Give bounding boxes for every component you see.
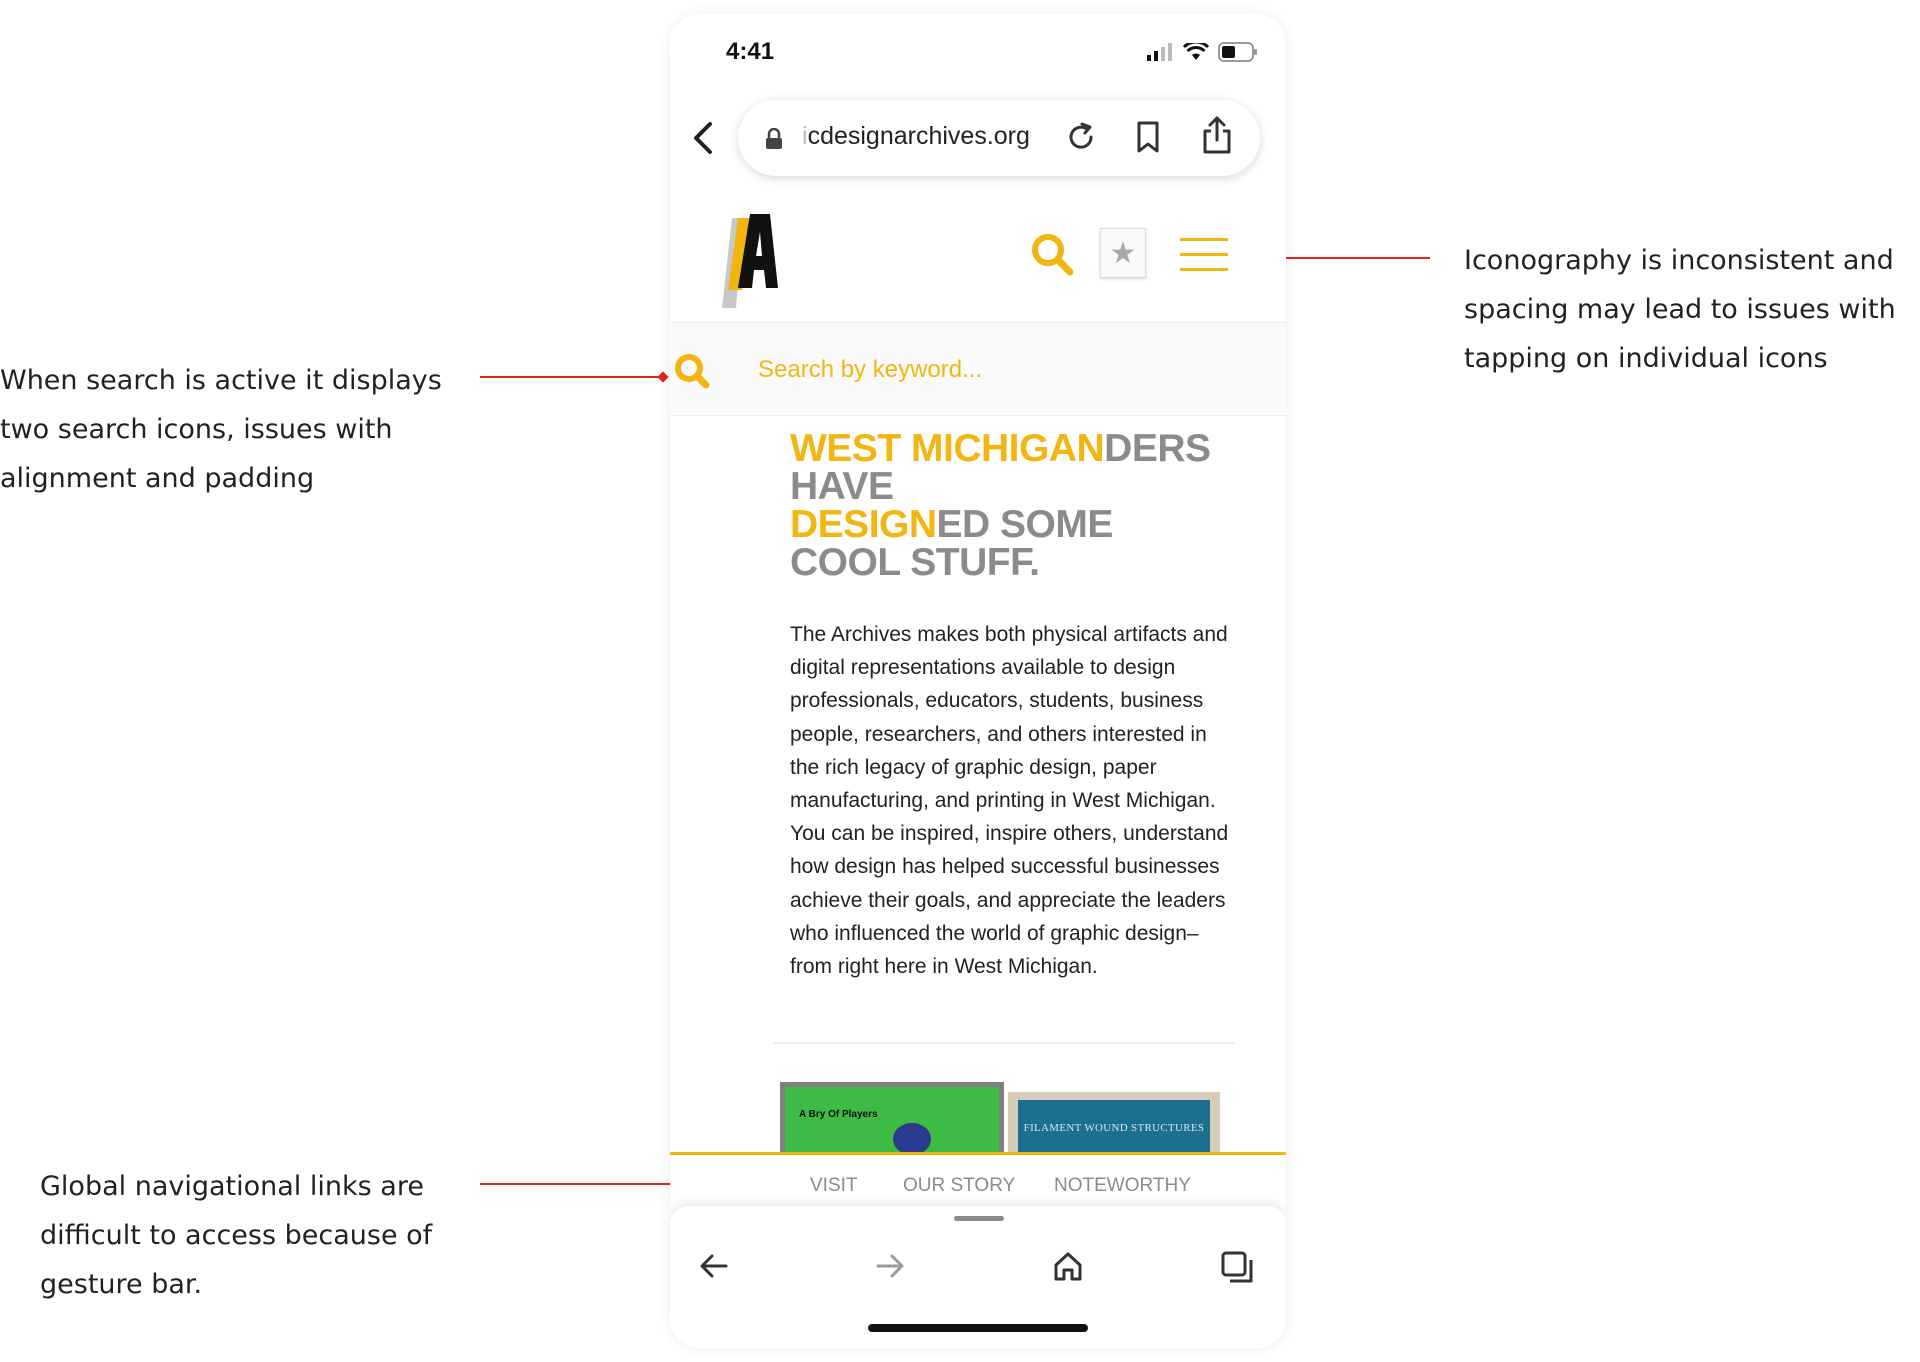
annotation-line-3: alignment and padding bbox=[0, 463, 315, 494]
back-chevron-icon[interactable] bbox=[688, 118, 720, 158]
annotation-search-pointer-dot bbox=[657, 371, 668, 382]
annotation-icons-pointer bbox=[1262, 257, 1430, 259]
headline-part: DESIGN bbox=[790, 503, 937, 546]
annotation-search-pointer bbox=[480, 376, 666, 378]
home-icon[interactable] bbox=[1052, 1250, 1084, 1282]
annotation-search bbox=[0, 356, 442, 503]
annotation-line-1: Global navigational links are bbox=[40, 1171, 424, 1202]
annotation-line-3: gesture bar. bbox=[40, 1269, 203, 1300]
annotation-line-1: When search is active it displays bbox=[0, 365, 442, 396]
wifi-icon bbox=[1183, 43, 1209, 61]
annotation-line-3: tapping on individual icons bbox=[1464, 343, 1828, 374]
headline-part: WEST MICHIGAN bbox=[790, 427, 1105, 470]
nav-link-visit[interactable]: VISIT bbox=[810, 1175, 858, 1196]
thumbnail-title: A Bry Of Players bbox=[799, 1109, 878, 1120]
global-nav bbox=[670, 1155, 1286, 1213]
address-bar[interactable] bbox=[738, 100, 1260, 176]
url-text[interactable] bbox=[802, 122, 1030, 151]
reload-icon[interactable] bbox=[1064, 120, 1098, 154]
hamburger-menu-icon[interactable] bbox=[1180, 238, 1228, 272]
annotation-line-2: difficult to access because of bbox=[40, 1220, 433, 1251]
bookmark-icon[interactable] bbox=[1134, 120, 1162, 154]
drag-handle[interactable] bbox=[954, 1216, 1004, 1221]
nav-link-noteworthy[interactable]: NOTEWORTHY bbox=[1054, 1175, 1191, 1196]
page-headline bbox=[790, 427, 1250, 584]
browser-toolbar bbox=[670, 1206, 1286, 1348]
headline-part: COOL STUFF. bbox=[790, 541, 1040, 584]
annotation-line-2: two search icons, issues with bbox=[0, 414, 393, 445]
search-input[interactable] bbox=[756, 351, 1200, 389]
phone-screen bbox=[670, 14, 1286, 1348]
headline-part: DERS bbox=[1104, 427, 1211, 470]
url-host: cdesignarchives.org bbox=[807, 122, 1030, 150]
search-icon[interactable] bbox=[672, 351, 712, 391]
annotation-line-2: spacing may lead to issues with bbox=[1464, 294, 1896, 325]
url-prefix: i bbox=[802, 122, 808, 150]
star-icon[interactable]: ★ bbox=[1100, 228, 1146, 278]
tabs-icon[interactable] bbox=[1220, 1250, 1256, 1286]
artifact-thumbnail[interactable] bbox=[780, 1082, 1004, 1157]
signal-icon bbox=[1146, 43, 1174, 61]
battery-icon bbox=[1218, 42, 1258, 62]
status-time: 4:41 bbox=[726, 38, 775, 65]
forward-arrow-icon[interactable] bbox=[874, 1250, 906, 1282]
back-arrow-icon[interactable] bbox=[698, 1250, 730, 1282]
search-icon[interactable] bbox=[1030, 232, 1074, 276]
share-icon[interactable] bbox=[1200, 114, 1234, 156]
headline-part: ED SOME bbox=[936, 503, 1113, 546]
intro-paragraph: The Archives makes both physical artifacts and digital representations available to design professionals, educators, students, business people, researchers, and others interested in the rich legacy of graphic design, paper manufacturing, and printing in West Michigan. You can be inspired, inspire others, understand how design has helped successful businesses achieve their goals, and appreciate the leaders who influenced the world of graphic design– from right here in West Michigan. bbox=[790, 623, 1229, 979]
search-bar bbox=[670, 322, 1286, 416]
status-icons bbox=[1146, 42, 1258, 62]
headline-part: HAVE bbox=[790, 465, 894, 508]
thumbnail-title: FILAMENT WOUND STRUCTURES bbox=[1023, 1122, 1205, 1134]
divider bbox=[774, 1042, 1234, 1044]
thumbnail-illustration bbox=[893, 1123, 931, 1155]
annotation-nav bbox=[40, 1162, 432, 1309]
site-logo[interactable] bbox=[710, 208, 780, 312]
annotation-line-1: Iconography is inconsistent and bbox=[1464, 245, 1894, 276]
annotation-icons bbox=[1464, 236, 1896, 383]
artifact-thumbnail[interactable] bbox=[1008, 1092, 1220, 1152]
home-indicator[interactable] bbox=[868, 1324, 1088, 1332]
nav-link-our-story[interactable]: OUR STORY bbox=[903, 1175, 1016, 1196]
lock-icon bbox=[764, 128, 784, 150]
